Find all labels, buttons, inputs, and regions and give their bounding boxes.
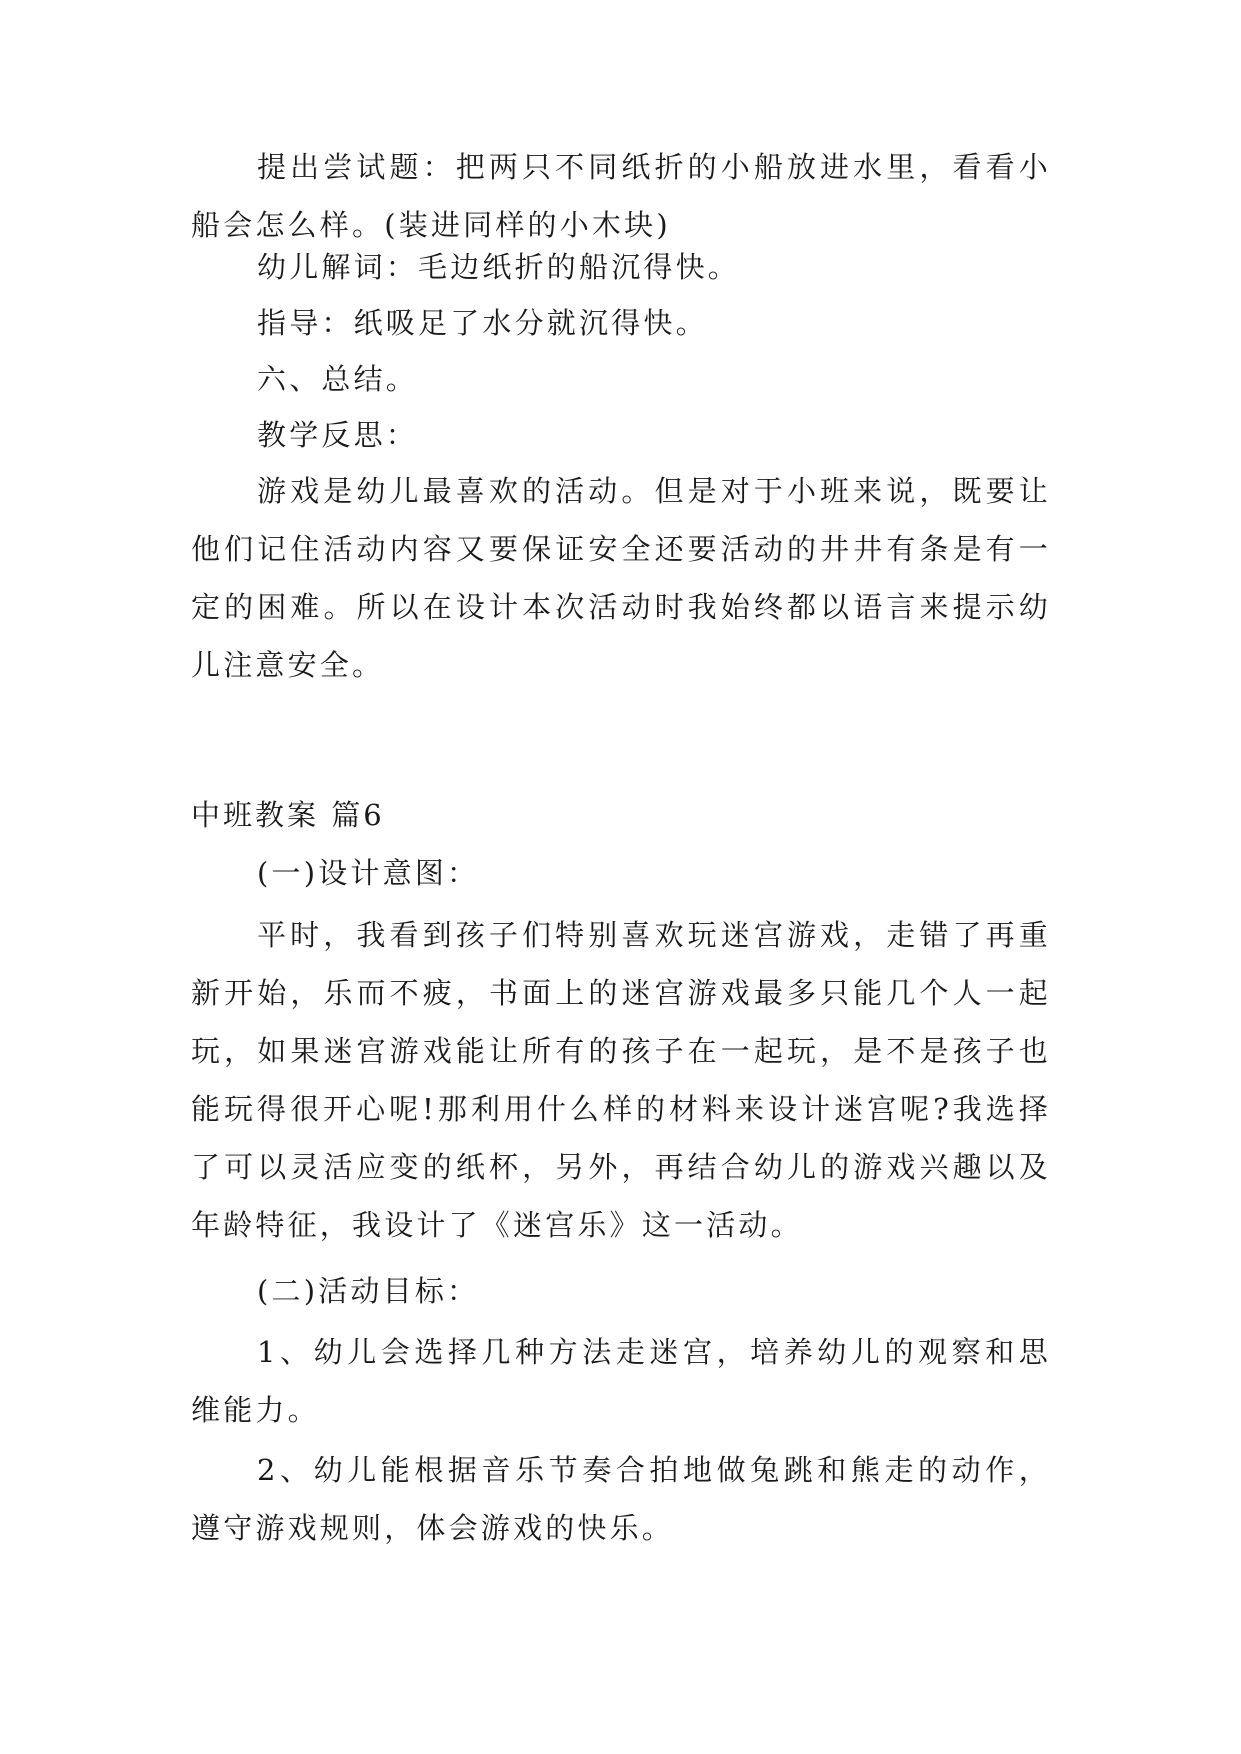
paragraph-reflection-title: 教学反思： <box>257 418 419 452</box>
paragraph-goals-title: (二)活动目标： <box>257 1274 480 1308</box>
paragraph-design-intent-body: 平时，我看到孩子们特别喜欢玩迷宫游戏，走错了再重新开始，乐而不疲，书面上的迷宫游戏最多只能几个人一起玩，如果迷宫游戏能让所有的孩子在一起玩，是不是孩子也能玩得很开心呢!那利用什么样的材料来设计迷宫呢?我选择了可以灵活应变的纸杯，另外，再结合幼儿的游戏兴趣以及年龄特征，我设计了《迷宫乐》这一活动。 <box>191 918 1051 1242</box>
paragraph-summary: 六、总结。 <box>257 362 419 396</box>
paragraph-experiment-question: 提出尝试题：把两只不同纸折的小船放进水里，看看小船会怎么样。(装进同样的小木块) <box>191 150 1051 242</box>
paragraph-guidance: 指导：纸吸足了水分就沉得快。 <box>257 306 708 340</box>
paragraph-child-explanation: 幼儿解词：毛边纸折的船沉得快。 <box>257 250 741 284</box>
paragraph-goal-1: 1、幼儿会选择几种方法走迷宫，培养幼儿的观察和思维能力。 <box>191 1335 1051 1427</box>
paragraph-design-intent-title: (一)设计意图： <box>257 856 480 890</box>
section-heading: 中班教案 篇6 <box>191 798 385 832</box>
paragraph-reflection-body: 游戏是幼儿最喜欢的活动。但是对于小班来说，既要让他们记住活动内容又要保证安全还要活动的井井有条是有一定的困难。所以在设计本次活动时我始终都以语言来提示幼儿注意安全。 <box>191 474 1051 682</box>
paragraph-goal-2: 2、幼儿能根据音乐节奏合拍地做兔跳和熊走的动作，遵守游戏规则，体会游戏的快乐。 <box>191 1453 1051 1545</box>
document-page <box>191 0 1051 1754</box>
